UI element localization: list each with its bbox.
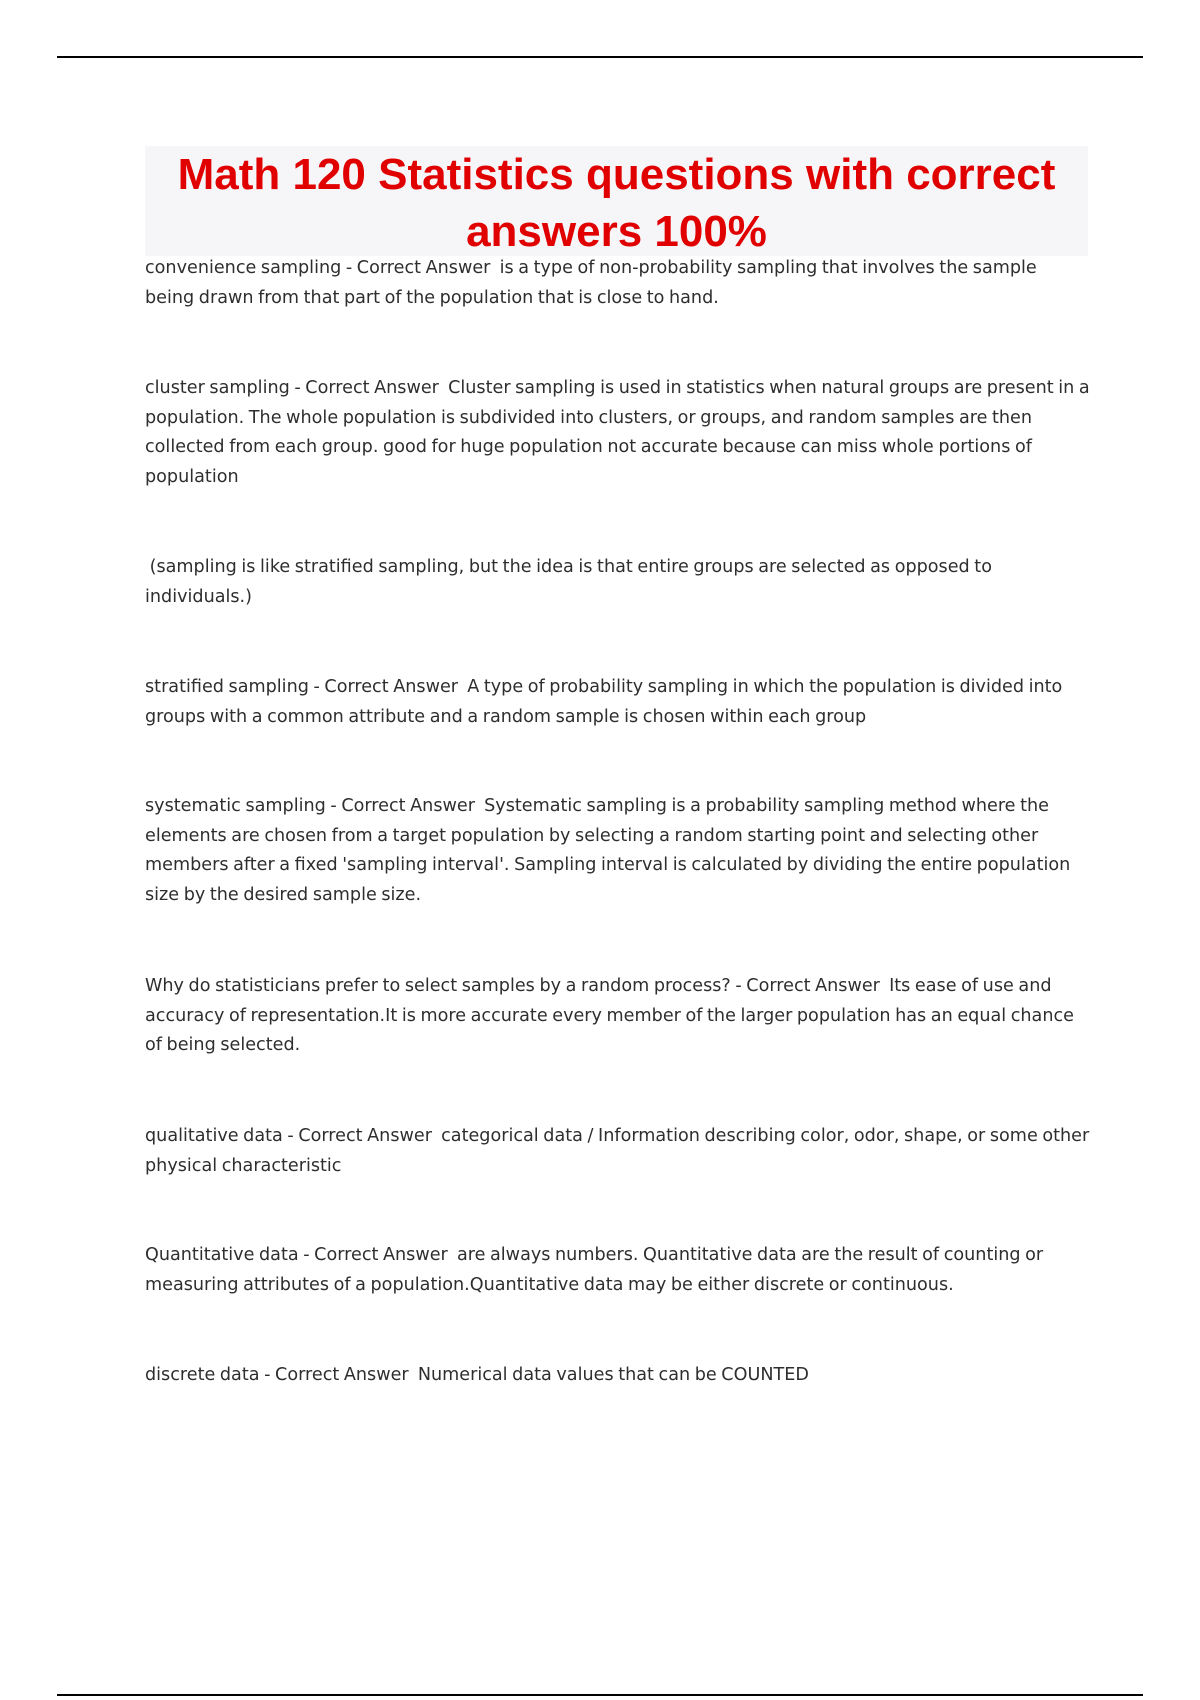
entry-random-process-question: Why do statisticians prefer to select samples by a random process? - Correct Answer Its ease of use and accuracy of representation.It is more accurate every member of the larger population has an equal chance of being selected. — [145, 976, 1079, 1055]
entry-discrete-data: discrete data - Correct Answer Numerical data values that can be COUNTED — [145, 1365, 809, 1385]
entry-stratified-sampling: stratified sampling - Correct Answer A type of probability sampling in which the population is divided into groups with a common attribute and a random sample is chosen within each group — [145, 677, 1067, 727]
entry-qualitative-data: qualitative data - Correct Answer categorical data / Information describing color, odor, shape, or some other physical characteristic — [145, 1126, 1094, 1176]
entry-convenience-sampling: convenience sampling - Correct Answer is a type of non-probability sampling that involves the sample being drawn from that part of the population that is close to hand. — [145, 258, 1042, 308]
entry-quantitative-data: Quantitative data - Correct Answer are always numbers. Quantitative data are the result of counting or measuring attributes of a population.Quantitative data may be either discrete or continuous. — [145, 1245, 1048, 1295]
entry-cluster-sampling: cluster sampling - Correct Answer Cluster sampling is used in statistics when natural groups are present in a population. The whole population is subdivided into clusters, or groups, and random samples are then collected from each group. good for huge population not accurate because can miss whole portions of population — [145, 378, 1095, 487]
entry-cluster-note: (sampling is like stratified sampling, but the idea is that entire groups are selected as opposed to individuals.) — [145, 557, 997, 607]
top-rule — [57, 56, 1143, 58]
entry-systematic-sampling: systematic sampling - Correct Answer Systematic sampling is a probability sampling method where the elements are chosen from a target population by selecting a random starting point and selecting other members after a fixed 'sampling interval'. Sampling interval is calculated by dividing the entire population size by the desired sample size. — [145, 796, 1075, 905]
document-title: Math 120 Statistics questions with correct answers 100% — [177, 150, 1056, 256]
bottom-rule — [57, 1694, 1143, 1696]
